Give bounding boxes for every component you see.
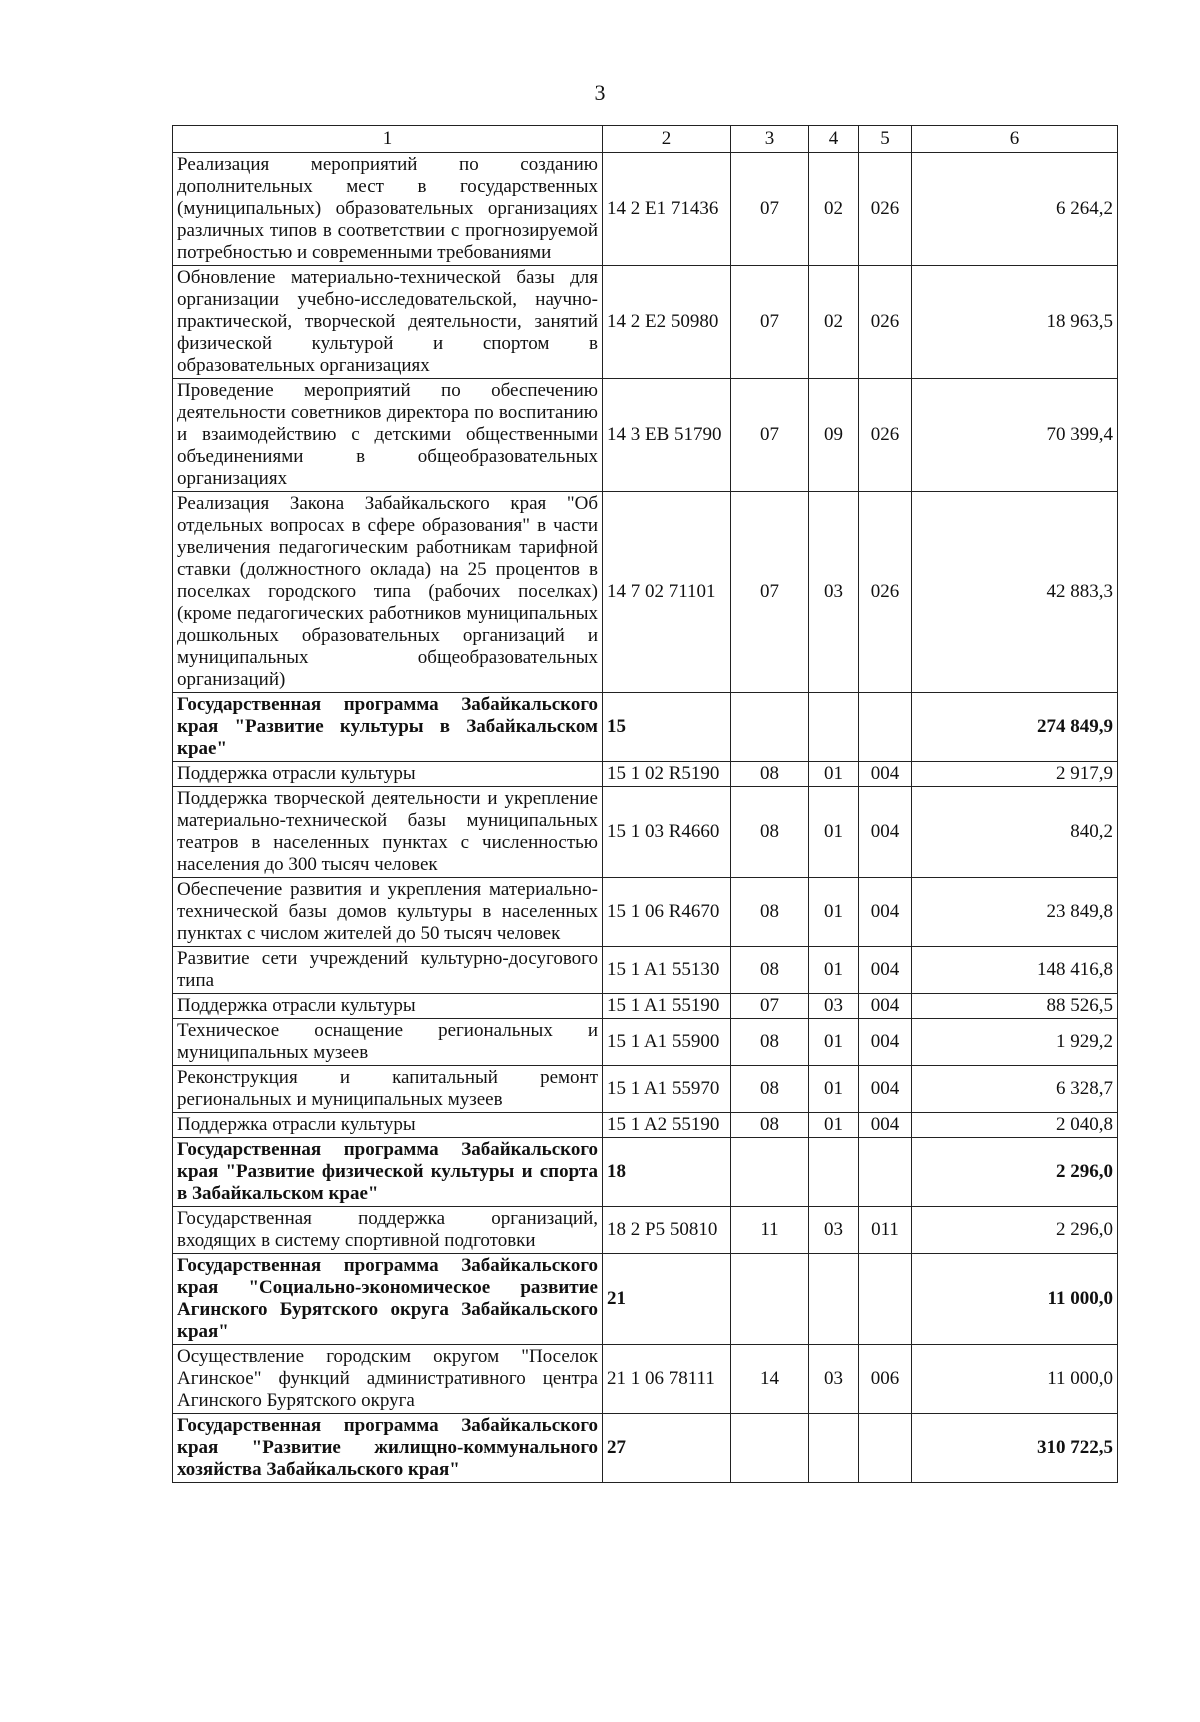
amount: 1 929,2 — [912, 1019, 1118, 1066]
program-total-row — [173, 1138, 1118, 1207]
expense-name: Государственная программа Забайкальского края "Социально-экономическое развитие Агинского Бурятского округа Забайкальского края" — [173, 1254, 603, 1345]
program-total-row — [173, 1254, 1118, 1345]
amount: 2 296,0 — [912, 1207, 1118, 1254]
amount: 840,2 — [912, 787, 1118, 878]
section-code: 08 — [731, 762, 809, 787]
target-article-code: 15 1 A1 55130 — [603, 947, 731, 994]
amount: 23 849,8 — [912, 878, 1118, 947]
expense-name: Техническое оснащение региональных и муниципальных музеев — [173, 1019, 603, 1066]
section-code — [731, 1138, 809, 1207]
amount: 2 917,9 — [912, 762, 1118, 787]
amount: 11 000,0 — [912, 1345, 1118, 1414]
subsection-code — [809, 1414, 859, 1483]
expense-type-code: 004 — [859, 762, 912, 787]
target-article-code: 14 2 E2 50980 — [603, 266, 731, 379]
subsection-code: 03 — [809, 994, 859, 1019]
table-row — [173, 266, 1118, 379]
expense-name: Развитие сети учреждений культурно-досугового типа — [173, 947, 603, 994]
table-body — [173, 153, 1118, 1483]
amount: 42 883,3 — [912, 492, 1118, 693]
expense-type-code: 026 — [859, 266, 912, 379]
column-header: 4 — [809, 126, 859, 153]
table-row — [173, 1066, 1118, 1113]
section-code: 08 — [731, 1066, 809, 1113]
expense-type-code — [859, 1414, 912, 1483]
expense-name: Проведение мероприятий по обеспечению деятельности советников директора по воспитанию и взаимодействию с детскими общественными объединениями в общеобразовательных организациях — [173, 379, 603, 492]
target-article-code: 15 1 A1 55900 — [603, 1019, 731, 1066]
amount: 11 000,0 — [912, 1254, 1118, 1345]
amount: 2 040,8 — [912, 1113, 1118, 1138]
program-total-row — [173, 693, 1118, 762]
table-row — [173, 492, 1118, 693]
target-article-code: 15 1 A1 55970 — [603, 1066, 731, 1113]
subsection-code: 01 — [809, 947, 859, 994]
amount: 18 963,5 — [912, 266, 1118, 379]
section-code: 14 — [731, 1345, 809, 1414]
expense-name: Поддержка отрасли культуры — [173, 762, 603, 787]
expense-type-code: 004 — [859, 787, 912, 878]
amount: 88 526,5 — [912, 994, 1118, 1019]
expense-type-code: 026 — [859, 492, 912, 693]
target-article-code: 15 — [603, 693, 731, 762]
program-total-row — [173, 1414, 1118, 1483]
expense-name: Государственная программа Забайкальского края "Развитие физической культуры и спорта в Забайкальском крае" — [173, 1138, 603, 1207]
target-article-code: 21 — [603, 1254, 731, 1345]
target-article-code: 15 1 A1 55190 — [603, 994, 731, 1019]
section-code: 11 — [731, 1207, 809, 1254]
amount: 2 296,0 — [912, 1138, 1118, 1207]
table-header-row — [173, 126, 1118, 153]
subsection-code: 01 — [809, 762, 859, 787]
table-row — [173, 787, 1118, 878]
section-code — [731, 1254, 809, 1345]
column-header: 1 — [173, 126, 603, 153]
target-article-code: 27 — [603, 1414, 731, 1483]
target-article-code: 15 1 06 R4670 — [603, 878, 731, 947]
section-code: 07 — [731, 994, 809, 1019]
expense-name: Реализация Закона Забайкальского края "Об отдельных вопросах в сфере образования" в части увеличения педагогическим работникам тарифной ставки (должностного оклада) на 25 процентов в поселках городского типа (рабочих поселках) (кроме педагогических работников муниципальных дошкольных образовательных организаций и муниципальных общеобразовательных организаций) — [173, 492, 603, 693]
section-code: 08 — [731, 947, 809, 994]
table-row — [173, 994, 1118, 1019]
subsection-code — [809, 1138, 859, 1207]
expense-type-code: 004 — [859, 947, 912, 994]
column-header: 2 — [603, 126, 731, 153]
subsection-code: 01 — [809, 878, 859, 947]
amount: 148 416,8 — [912, 947, 1118, 994]
amount: 70 399,4 — [912, 379, 1118, 492]
expense-type-code: 004 — [859, 1113, 912, 1138]
target-article-code: 15 1 A2 55190 — [603, 1113, 731, 1138]
expense-type-code — [859, 1138, 912, 1207]
table-row — [173, 1113, 1118, 1138]
section-code: 07 — [731, 153, 809, 266]
expense-type-code: 004 — [859, 1066, 912, 1113]
expense-name: Государственная программа Забайкальского края "Развитие культуры в Забайкальском крае" — [173, 693, 603, 762]
section-code: 07 — [731, 266, 809, 379]
expense-name: Обновление материально-технической базы для организации учебно-исследовательской, научно-практической, творческой деятельности, занятий физической культурой и спортом в образовательных организациях — [173, 266, 603, 379]
column-header: 6 — [912, 126, 1118, 153]
subsection-code: 01 — [809, 1066, 859, 1113]
expense-type-code — [859, 693, 912, 762]
table-row — [173, 153, 1118, 266]
target-article-code: 14 2 E1 71436 — [603, 153, 731, 266]
expense-name: Поддержка творческой деятельности и укрепление материально-технической базы муниципальных театров в населенных пунктах с численностью населения до 300 тысяч человек — [173, 787, 603, 878]
section-code — [731, 693, 809, 762]
expense-type-code: 026 — [859, 379, 912, 492]
subsection-code: 02 — [809, 153, 859, 266]
expense-name: Поддержка отрасли культуры — [173, 994, 603, 1019]
target-article-code: 21 1 06 78111 — [603, 1345, 731, 1414]
amount: 6 328,7 — [912, 1066, 1118, 1113]
section-code: 08 — [731, 1113, 809, 1138]
budget-table — [172, 125, 1118, 1483]
amount: 274 849,9 — [912, 693, 1118, 762]
table-row — [173, 947, 1118, 994]
subsection-code: 03 — [809, 492, 859, 693]
subsection-code: 03 — [809, 1207, 859, 1254]
amount: 310 722,5 — [912, 1414, 1118, 1483]
section-code: 08 — [731, 787, 809, 878]
expense-name: Обеспечение развития и укрепления материально-технической базы домов культуры в населенных пунктах с числом жителей до 50 тысяч человек — [173, 878, 603, 947]
subsection-code: 03 — [809, 1345, 859, 1414]
expense-name: Реконструкция и капитальный ремонт региональных и муниципальных музеев — [173, 1066, 603, 1113]
section-code: 07 — [731, 379, 809, 492]
target-article-code: 14 7 02 71101 — [603, 492, 731, 693]
table-row — [173, 762, 1118, 787]
expense-type-code: 004 — [859, 878, 912, 947]
table-row — [173, 1019, 1118, 1066]
column-header: 3 — [731, 126, 809, 153]
expense-type-code: 004 — [859, 994, 912, 1019]
subsection-code: 02 — [809, 266, 859, 379]
expense-name: Осуществление городским округом "Поселок Агинское" функций административного центра Агинского Бурятского округа — [173, 1345, 603, 1414]
table-row — [173, 1345, 1118, 1414]
table-row — [173, 379, 1118, 492]
target-article-code: 14 3 EB 51790 — [603, 379, 731, 492]
target-article-code: 15 1 02 R5190 — [603, 762, 731, 787]
page-number: 3 — [594, 80, 606, 105]
subsection-code: 01 — [809, 1019, 859, 1066]
amount: 6 264,2 — [912, 153, 1118, 266]
target-article-code: 18 — [603, 1138, 731, 1207]
subsection-code: 01 — [809, 1113, 859, 1138]
subsection-code — [809, 1254, 859, 1345]
section-code: 08 — [731, 878, 809, 947]
expense-type-code: 004 — [859, 1019, 912, 1066]
target-article-code: 15 1 03 R4660 — [603, 787, 731, 878]
subsection-code: 01 — [809, 787, 859, 878]
section-code — [731, 1414, 809, 1483]
expense-name: Поддержка отрасли культуры — [173, 1113, 603, 1138]
expense-type-code — [859, 1254, 912, 1345]
table-row — [173, 878, 1118, 947]
column-header: 5 — [859, 126, 912, 153]
expense-name: Государственная поддержка организаций, входящих в систему спортивной подготовки — [173, 1207, 603, 1254]
section-code: 07 — [731, 492, 809, 693]
target-article-code: 18 2 P5 50810 — [603, 1207, 731, 1254]
subsection-code — [809, 693, 859, 762]
table-row — [173, 1207, 1118, 1254]
section-code: 08 — [731, 1019, 809, 1066]
expense-type-code: 026 — [859, 153, 912, 266]
expense-name: Реализация мероприятий по созданию дополнительных мест в государственных (муниципальных) образовательных организациях различных типов в соответствии с прогнозируемой потребностью и современными требованиями — [173, 153, 603, 266]
expense-name: Государственная программа Забайкальского края "Развитие жилищно-коммунального хозяйства Забайкальского края" — [173, 1414, 603, 1483]
expense-type-code: 011 — [859, 1207, 912, 1254]
subsection-code: 09 — [809, 379, 859, 492]
expense-type-code: 006 — [859, 1345, 912, 1414]
